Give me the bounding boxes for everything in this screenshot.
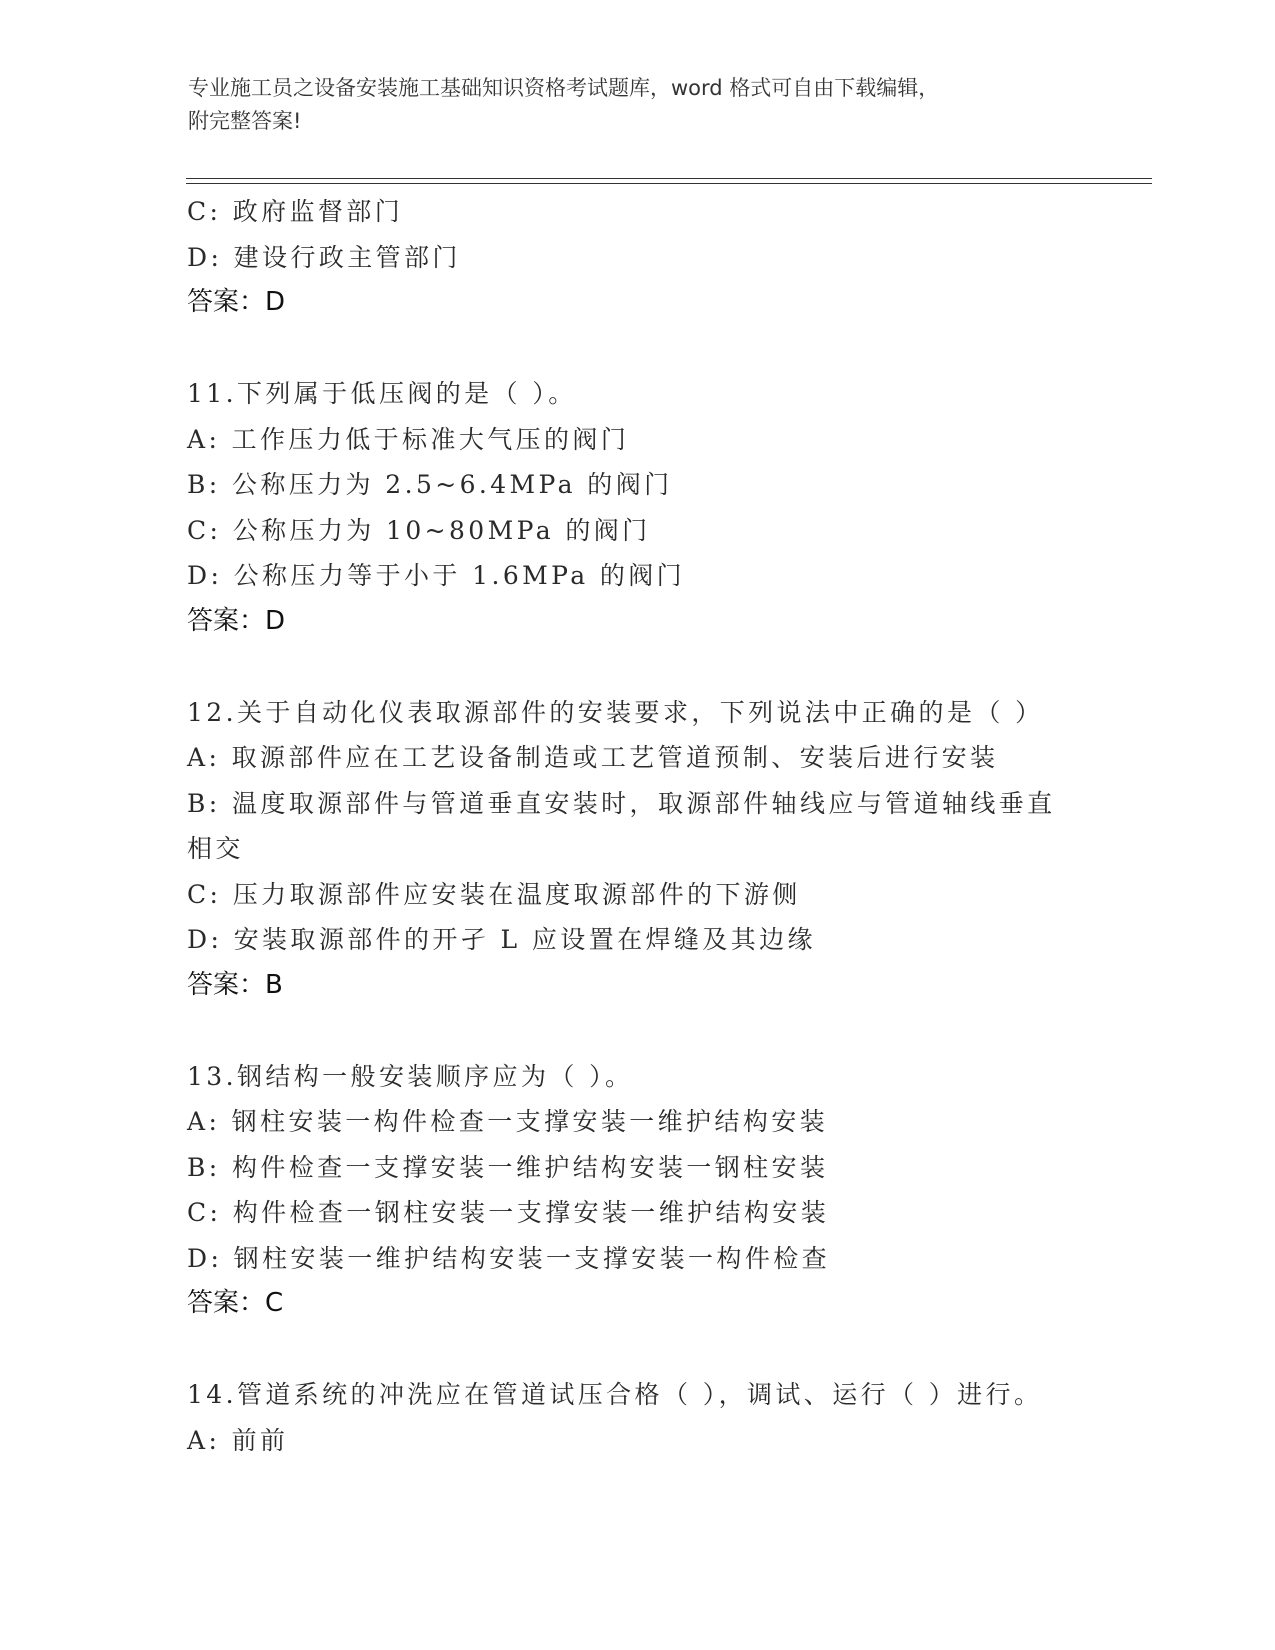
answer-line: 答案：D	[187, 605, 286, 636]
header-divider-bottom	[186, 183, 1152, 184]
question-stem: 11.下列属于低压阀的是（ ）。	[187, 379, 577, 408]
option-line: C: 构件检查一钢柱安装一支撑安装一维护结构安装	[187, 1198, 830, 1227]
option-line: D: 公称压力等于小于 1.6MPa 的阀门	[187, 561, 686, 590]
question-stem: 12.关于自动化仪表取源部件的安装要求，下列说法中正确的是（ ）	[187, 697, 1044, 727]
option-line: C: 政府监督部门	[187, 197, 404, 226]
question-stem: 13.钢结构一般安装顺序应为（ ）。	[187, 1061, 634, 1091]
option-line: D: 建设行政主管部门	[187, 242, 461, 272]
option-line: A: 前前	[187, 1425, 289, 1455]
option-line: B: 构件检查一支撑安装一维护结构安装一钢柱安装	[187, 1152, 829, 1182]
option-line: A: 工作压力低于标准大气压的阀门	[187, 424, 630, 454]
header-line-2: 附完整答案!	[188, 109, 302, 133]
header-divider-top	[186, 178, 1152, 179]
question-block	[187, 1372, 1087, 1463]
block-spacer	[187, 644, 1087, 690]
answer-line: 答案：D	[187, 287, 286, 317]
option-line: C: 压力取源部件应安装在温度取源部件的下游侧	[187, 879, 801, 909]
block-spacer	[187, 326, 1087, 372]
question-stem: 14.管道系统的冲洗应在管道试压合格（ ），调试、运行（ ）进行。	[187, 1380, 1043, 1409]
option-line: C: 公称压力为 10~80MPa 的阀门	[187, 515, 651, 545]
block-spacer	[187, 1008, 1087, 1054]
question-list	[187, 189, 1087, 1463]
option-line: D: 安装取源部件的开孑 L 应设置在焊缝及其边缘	[187, 925, 816, 954]
header-line-1: 专业施工员之设备安装施工基础知识资格考试题库，word 格式可自由下载编辑，	[188, 76, 940, 100]
option-line: D: 钢柱安装一维护结构安装一支撑安装一构件检查	[187, 1243, 831, 1273]
option-line: A: 钢柱安装一构件检查一支撑安装一维护结构安装	[187, 1107, 829, 1136]
option-line: B: 温度取源部件与管道垂直安装时，取源部件轴线应与管道轴线垂直	[187, 788, 1056, 818]
answer-line: 答案：B	[187, 969, 283, 1000]
question-block	[187, 371, 1087, 644]
answer-line: 答案：C	[187, 1288, 284, 1318]
option-line: A: 取源部件应在工艺设备制造或工艺管道预制、安装后进行安装	[187, 743, 999, 772]
question-block	[187, 189, 1087, 326]
question-block	[187, 690, 1087, 1009]
option-line-continuation: 相交	[187, 834, 244, 863]
block-spacer	[187, 1327, 1087, 1373]
document-header	[188, 72, 1088, 138]
option-line: B: 公称压力为 2.5~6.4MPa 的阀门	[187, 470, 673, 499]
question-block	[187, 1054, 1087, 1327]
